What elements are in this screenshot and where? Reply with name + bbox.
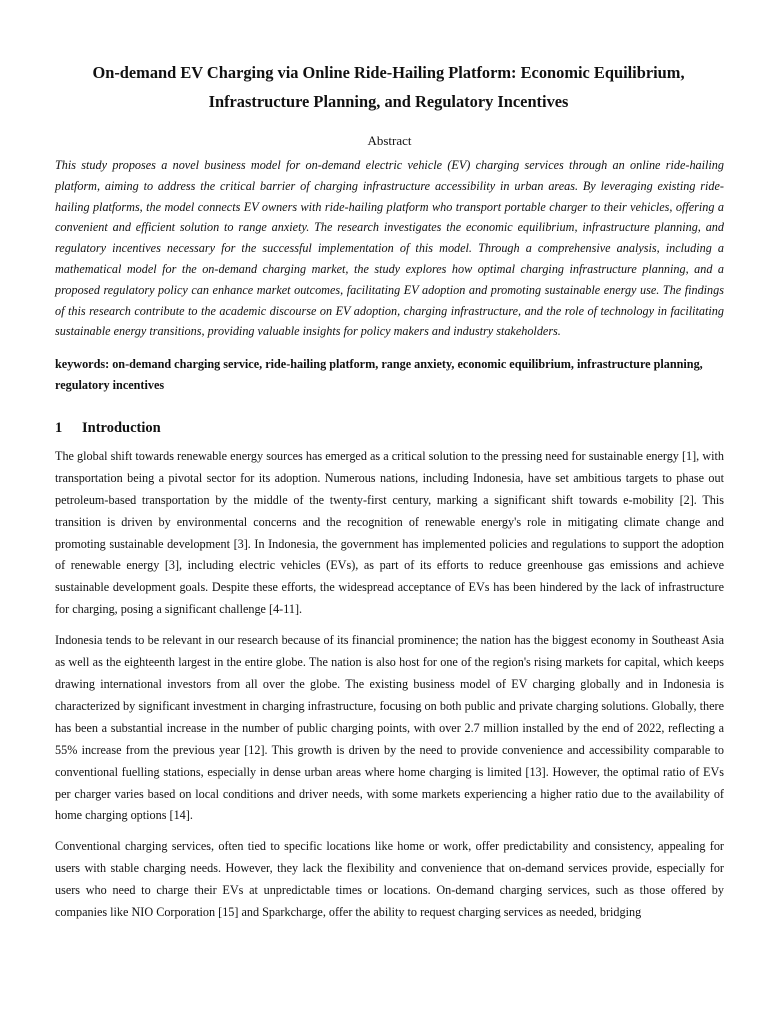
intro-paragraph-1: The global shift towards renewable energy sources has emerged as a critical solution to the pressing need for sustainable energy [1], with transportation being a pivotal sector for its adoption. Numerous nations, including Indonesia, have set ambitious targets to phase out petroleum-based transportation by the middle of the twenty-first century, marking a significant shift towards e-mobility [2]. This transition is driven by environmental concerns and the recognition of renewable energy's role in mitigating climate change and promoting sustainable development [3]. In Indonesia, the government has implemented policies and regulations to support the adoption of renewable energy [3], including electric vehicles (EVs), as part of its efforts to reduce greenhouse gas emissions and achieve sustainable development goals. Despite these efforts, the widespread acceptance of EVs has been hindered by the lack of infrastructure for charging, posing a significant challenge [4-11]. — [55, 448, 724, 617]
intro-paragraph-2: Indonesia tends to be relevant in our research because of its financial prominence; the nation has the biggest economy in Southeast Asia as well as the eighteenth largest in the entire globe. The nation is also host for one of the region's rising markets for capital, which keeps drawing international investors from all over the globe. The existing business model of EV charging globally and in Indonesia is characterized by significant investment in charging infrastructure, focusing on both public and private charging solutions. Globally, there has been a substantial increase in the number of public charging points, with over 2.7 million installed by the end of 2022, reflecting a 55% increase from the previous year [12]. This growth is driven by the need to provide convenience and accessibility comparable to conventional fuelling stations, especially in dense urban areas where home charging is limited [13]. However, the optimal ratio of EVs per charger varies based on local conditions and driver needs, with some markets experiencing a higher ratio due to the availability of home charging options [14]. — [55, 633, 724, 823]
intro-paragraph-3: Conventional charging services, often tied to specific locations like home or work, offer predictability and consistency, appealing for users with stable charging needs. However, they lack the flexibility and convenience that on-demand services provide, especially for users who need to charge their EVs at unpredictable times or locations. On-demand charging services, such as those offered by companies like NIO Corporation [15] and Sparkcharge, offer the ability to request charging services as needed, bridging — [55, 839, 724, 920]
paper-title-line-2: Infrastructure Planning, and Regulatory Incentives — [208, 92, 569, 111]
abstract-text: This study proposes a novel business model for on-demand electric vehicle (EV) charging services through an online ride-hailing platform, aiming to address the critical barrier of charging infrastructure accessibility in urban areas. By leveraging existing ride-hailing platforms, the model connects EV owners with ride-hailing platform who transport portable charger to their vehicles, offering a convenient and efficient solution to range anxiety. The research investigates the economic equilibrium, infrastructure planning, and regulatory incentives necessary for the successful implementation of this model. Through a comprehensive analysis, including a mathematical model for the on-demand charging market, the study explores how optimal charging infrastructure planning, and a proposed regulatory policy can enhance market outcomes, facilitating EV adoption and promoting sustainable energy use. The findings of this research contribute to the academic discourse on EV adoption, charging infrastructure, and the role of technology in facilitating sustainable energy transitions, providing valuable insights for policy makers and industry stakeholders. — [55, 158, 724, 339]
section-heading-introduction — [55, 418, 724, 438]
paper-title — [55, 58, 724, 116]
paper-title-line-1: On-demand EV Charging via Online Ride-Hailing Platform: Economic Equilibrium, — [92, 63, 685, 82]
section-number: 1 — [55, 419, 63, 436]
keywords: keywords: on-demand charging service, ride-hailing platform, range anxiety, economic equilibrium, infrastructure planning, regulatory incentives — [55, 357, 703, 393]
section-title: Introduction — [82, 419, 161, 436]
abstract-heading: Abstract — [367, 133, 412, 148]
